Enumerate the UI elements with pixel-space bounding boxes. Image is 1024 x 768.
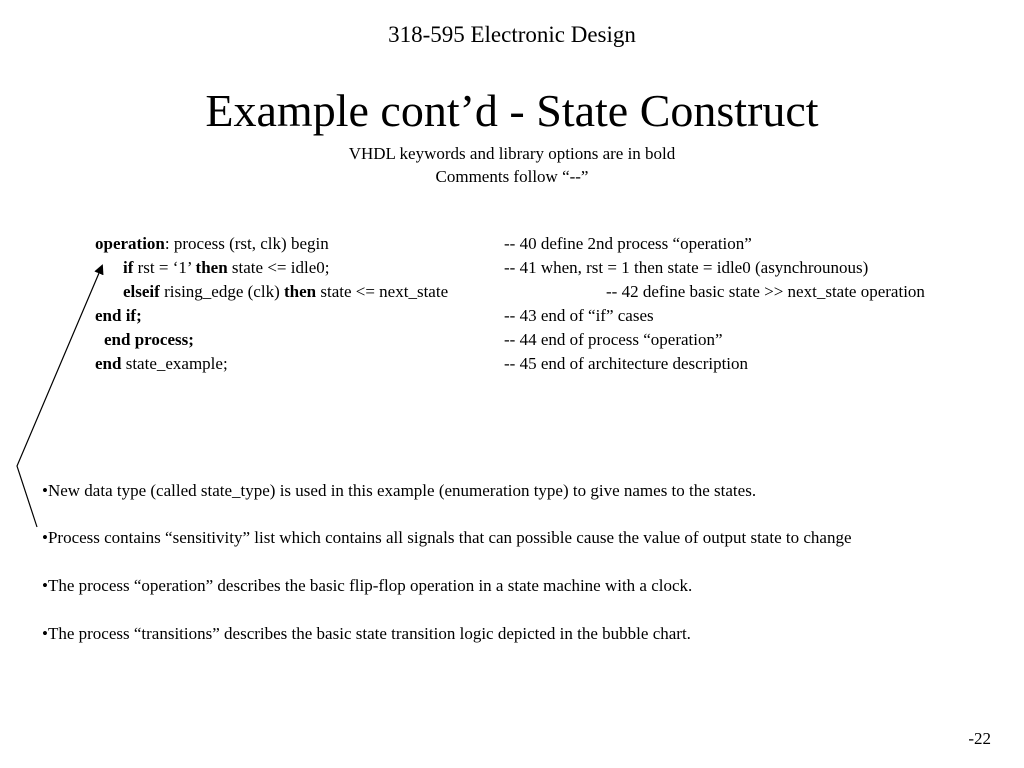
code-text: rising_edge (clk)	[159, 282, 284, 301]
code-line-operation	[95, 232, 329, 256]
code-comment-43: -- 43 end of “if” cases	[504, 306, 654, 325]
code-line-end-architecture	[95, 352, 228, 376]
code-comment-44: -- 44 end of process “operation”	[504, 330, 723, 349]
keyword-if: if	[123, 258, 134, 277]
page-number: -22	[968, 729, 991, 748]
keyword-elseif: elseif	[123, 282, 160, 301]
bullet-sensitivity-list: •Process contains “sensitivity” list which contains all signals that can possible cause the value of output state to change	[42, 528, 852, 547]
code-line-end-process	[104, 328, 194, 352]
code-text: : process (rst, clk) begin	[164, 234, 329, 253]
keyword-end-process: end process;	[104, 330, 194, 349]
bullet-operation-process: •The process “operation” describes the basic flip-flop operation in a state machine with a clock.	[42, 576, 693, 595]
keyword-then: then	[195, 258, 228, 277]
code-line-end-if	[95, 304, 142, 328]
subtitle-bold-note: VHDL keywords and library options are in bold	[348, 144, 676, 163]
code-line-elseif	[123, 280, 448, 304]
code-line-if	[123, 256, 329, 280]
code-comment-42: -- 42 define basic state >> next_state operation	[606, 282, 925, 301]
keyword-operation: operation	[95, 234, 165, 253]
keyword-then: then	[283, 282, 317, 301]
bullet-transitions-process: •The process “transitions” describes the basic state transition logic depicted in the bubble chart.	[42, 624, 691, 643]
subtitle-comment-note: Comments follow “--”	[435, 167, 589, 186]
keyword-end: end	[95, 354, 122, 373]
slide-title: Example cont’d - State Construct	[205, 85, 819, 136]
code-comment-40: -- 40 define 2nd process “operation”	[504, 234, 752, 253]
keyword-end-if: end if;	[95, 306, 142, 325]
code-text: state <= idle0;	[227, 258, 330, 277]
course-title: 318-595 Electronic Design	[388, 22, 636, 47]
bullet-state-type: •New data type (called state_type) is used in this example (enumeration type) to give names to the states.	[42, 481, 757, 500]
code-comment-41: -- 41 when, rst = 1 then state = idle0 (asynchrounous)	[504, 258, 869, 277]
code-comment-45: -- 45 end of architecture description	[504, 354, 749, 373]
code-text: state <= next_state	[316, 282, 449, 301]
code-text: rst = ‘1’	[133, 258, 196, 277]
code-text: state_example;	[121, 354, 228, 373]
